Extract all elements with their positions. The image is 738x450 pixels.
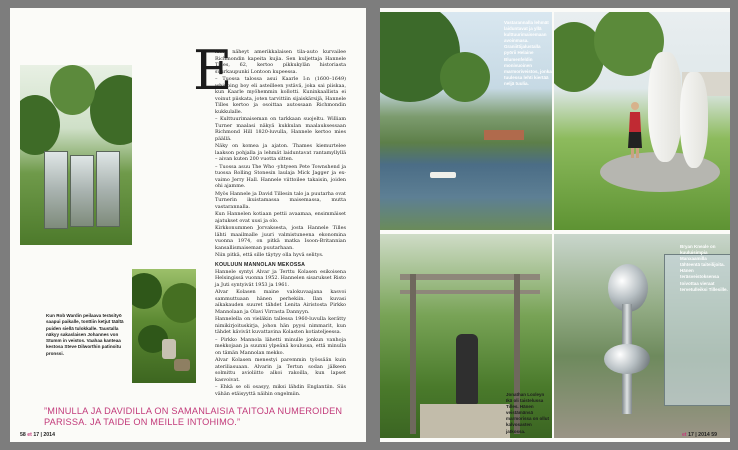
mirror-sculpture bbox=[44, 151, 68, 229]
magazine-logo: et bbox=[27, 432, 32, 438]
article-paragraph: Kirkkonummen Jorvaksesta, josta Hannele Tilles lähti maailmalle juuri valmistuneena ekonomina vuonna 1974, on pitkä matka Isoon-Britannian kansallismaiseman puutarhaan. bbox=[215, 225, 346, 251]
article-paragraph: Niin pitkä, että sille täytyy olla hyvä selitys. bbox=[215, 252, 324, 258]
article-paragraph: – Pirkko Mannola lähetti minulle jonkun vanhoja mekkojaan ja suunni ylpeänä koulussa, että minulla on tämän Mannolan mekko. bbox=[215, 336, 346, 356]
mirror-sculpture bbox=[70, 155, 94, 227]
mirror-sculpture bbox=[96, 151, 120, 227]
page-number: 59 bbox=[711, 432, 717, 438]
article-paragraph: – Tuossa talossa asui Kaarle I:n (1600–1649) whipping boy eli asteilleen ystävä, joka sai piiskaa, kun Kaarle myöhemmin kollotti. Kuninkaallista ei voinut piiskata, joten tarvittiin sijaiskärsijä, Hannele Tilles kertoo ja osoittaa autossaan Richmondin kukkulalle. bbox=[215, 76, 346, 115]
drop-cap: E bbox=[193, 39, 233, 102]
garden-photo bbox=[132, 269, 196, 383]
left-folio bbox=[20, 432, 55, 438]
article-paragraph: Kun Hannelen kotiaan pettii avaamaa, ensimmäiset ajatukset ovat uusi ja olo. bbox=[215, 211, 346, 224]
article-paragraph: – Kulttuurimaiseman on tarkkaan suojeltu. William Turner maalasi näkyä kukkulan maalauksessaan Richmond Hill 1820-luvulla, Hannele kertoo mies päällä. bbox=[215, 116, 346, 142]
article-paragraph: – Tuossa asuu The Who -yhtyeen Pete Townshend ja tuossa Rolling Stonesin laulaja Mick Jagger ja ex-vaimo Jerry Hall. Hannele viittoilee takaisin, joiden ohi ajamme. bbox=[215, 163, 346, 189]
pergola-photo-caption: Jonathan Loxleyn Ikä oli taistelussa Tilles. Hänen veistämänsä marmorissa on ollut kalvosasten jatkossa. bbox=[506, 392, 550, 434]
right-folio bbox=[682, 432, 717, 438]
marble-sculpture-photo bbox=[554, 12, 730, 230]
pull-quote: ”MINULLA JA DAVIDILLA ON SAMANLAISIA TAITOJA NUMEROIDEN PARISSA. JA TAIDE ON MEILLE INTOHIMO.” bbox=[44, 406, 343, 427]
article-paragraph: Alvar Kolasen maine valokuvaajana kasvoi sammuttuaan hänen perhekiin. Ilan kuvasi aikakauden suuret tähdet Lenita Airistosta Pirkko Mannolaan ja Olavi Virrasta Dannyyn. bbox=[215, 289, 346, 315]
left-page bbox=[10, 8, 366, 442]
article-paragraph: – Ehkä se oli osasyy, miksi lähdin Englantiin. Siis vähän etäisyyttä näihin ongelmiin. bbox=[215, 384, 346, 397]
marble-sculpture bbox=[648, 52, 682, 162]
magazine-logo: et bbox=[682, 432, 687, 438]
article-paragraph: Näky on komea ja ajaton. Thames kiemurtelee laakson pohjalla ja lehmät laiduntavat rantamyllyllä – aivan kuten 200 vuotta sitten. bbox=[215, 143, 346, 162]
issue-label: 17 | 2014 bbox=[688, 432, 710, 438]
marble-sculpture bbox=[680, 72, 708, 168]
mirror-sculpture-photo bbox=[20, 65, 132, 245]
section-subhead: KOULUUN MANNOLAN MEKOSSA bbox=[215, 261, 306, 268]
article-paragraph: Hannelella on vieläkin tallessa 1960-luvulla kerätty nimikirjoituskirja, johon hän pyysi nimmarit, kun tähdet kävivät kuvattavina Kolasten kotiateljeessa. bbox=[215, 316, 346, 335]
article-paragraph: Alvar Kolasen menestyi paremmin työssään kuin ateriliasuaan. Alvarin ja Tertun sodan jälkeen solmittu avioliitto alkoi rakoilla, kun lapset kasvoivat. bbox=[215, 357, 346, 383]
article-paragraph: Hannele syntyi Alvar ja Terttu Kolasen esikoisena Helsingissä vuonna 1952. Hannelen sisarukset Risto ja Juti syntyivät 1953 ja 1961. bbox=[215, 268, 346, 288]
dark-stone-sculpture bbox=[456, 334, 478, 404]
article-column bbox=[215, 49, 346, 398]
right-page bbox=[380, 8, 730, 442]
issue-label: 17 | 2014 bbox=[33, 432, 55, 438]
left-photo-caption: Kun Rob Wardin peilaava teräsityö saapui paikalle, tonttiin ketjut täältä puiden siellä tulokkalle. Taustalla näkyy sakaslaisen Johannes von Stumm in veistos. Vaahaa kanteaa kestosa Steve Dilworthin patinoitu pronssi. bbox=[46, 313, 124, 356]
page-number: 58 bbox=[20, 432, 26, 438]
article-paragraph: Myös Hannele ja David Tillesin talo ja puutarha ovat Turnerin ikuistamassa maisemassa, mutta vastarannalla. bbox=[215, 190, 346, 210]
article-paragraph: lämä näheyt amerikkalaisen tila-auto kurvailee Richmondin kapeita kujia. Sen kuljettaja Hannele Tilles, 62, kertoo pikkukylän historiasta suurkaupunki Lontoon kupeessa. bbox=[215, 49, 346, 75]
lake-photo-caption: Vastarannalla lehmät laiduntavat ja yllä kulttuurimaisemaan avoinmasa. Graniittijalustalla pyörii Helaine Blumenfeldin monivuoinen marmoriveistos, jonka tuulessa lehti kiertää neljä tuulia. bbox=[504, 20, 552, 86]
steel-photo-caption: Bryan Kneale on kuuluisimpia Manxaamilla tähteentä taiteilijoita. Hänen teräsveistoksensa toivottaa vieraat tervetulleiksi Tillesille. bbox=[680, 244, 728, 292]
person-figure bbox=[626, 100, 644, 160]
